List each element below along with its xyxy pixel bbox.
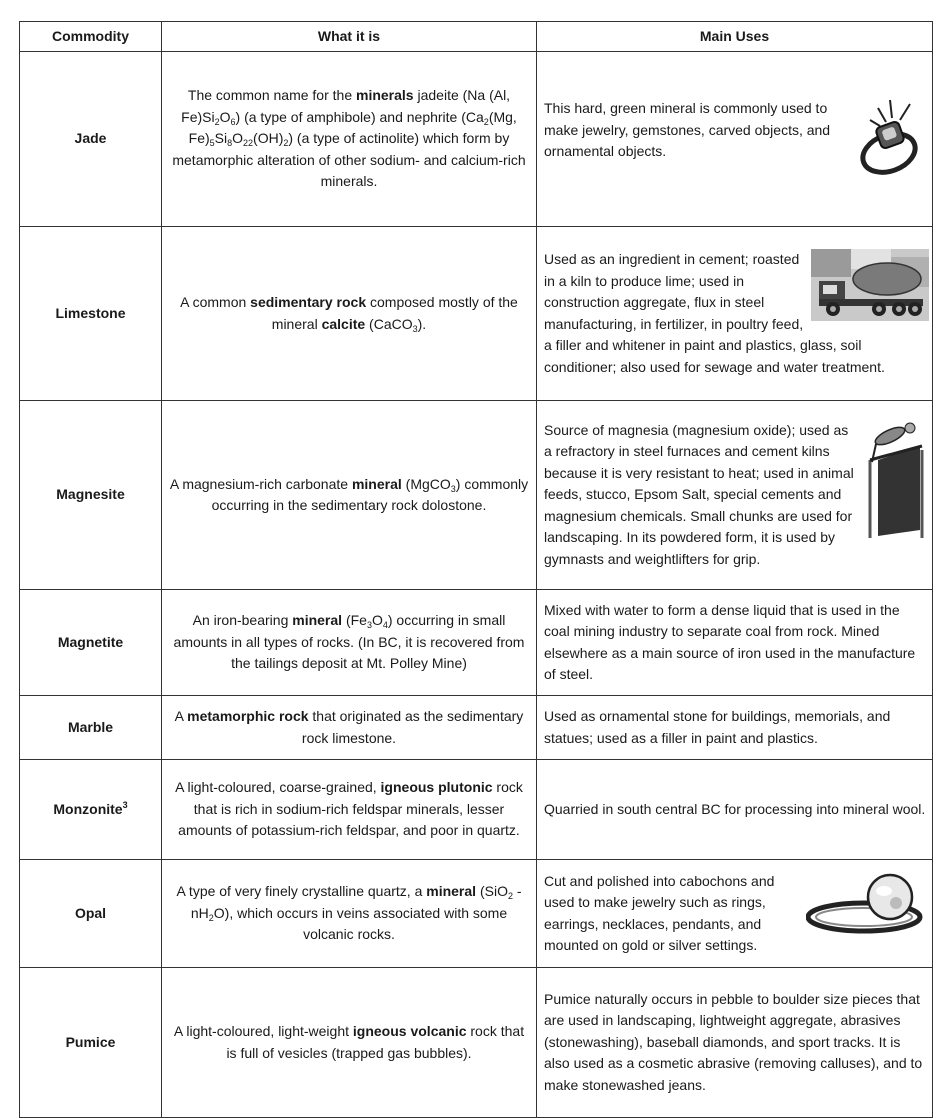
text-run: (Mg, Fe) <box>188 108 517 147</box>
what-it-is-cell <box>162 401 537 590</box>
text-run: ) commonly occurring in the sedimentary rock dolostone. <box>211 475 529 513</box>
main-uses-cell <box>537 401 933 590</box>
commodity-cell <box>20 968 162 1118</box>
commodity-name: Marble <box>67 718 114 735</box>
text-run: The common name for the <box>187 87 356 104</box>
opal-ring-icon <box>806 871 926 943</box>
table-row-jade <box>20 52 933 227</box>
main-uses-cell <box>537 760 933 860</box>
main-uses-cell <box>537 227 933 401</box>
subscript-text: 2 <box>283 138 289 149</box>
commodity-name: Opal <box>74 904 107 921</box>
text-run: composed mostly of the mineral <box>271 294 518 332</box>
bold-term: calcite <box>321 315 366 332</box>
table-row-pumice <box>20 968 933 1118</box>
commodity-table <box>19 21 933 1118</box>
what-it-is-cell <box>162 227 537 401</box>
text-run: A common <box>180 294 251 310</box>
main-uses-text: Mixed with water to form a dense liquid that is used in the coal mining industry to separate coal from rock. Mined elsewhere as a main source of iron used in the manufacture of steel. <box>544 601 916 682</box>
jade-ring-icon <box>856 98 926 178</box>
commodity-cell <box>20 227 162 401</box>
table-row-magnetite <box>20 590 933 696</box>
subscript-text: 4 <box>382 620 388 631</box>
table-row-monzonite <box>20 760 933 860</box>
main-uses-cell <box>537 696 933 760</box>
text-run: (MgCO <box>401 475 451 492</box>
bold-term: igneous volcanic <box>352 1023 467 1039</box>
text-run: ) occurring in small amounts in all types of rocks. (In BC, it is recovered from the tailings deposit at Mt. Polley Mine) <box>173 612 525 672</box>
what-it-is-cell <box>162 696 537 760</box>
text-run: (SiO <box>476 883 508 900</box>
text-run: ). <box>417 315 427 332</box>
text-run: A light-coloured, coarse-grained, <box>175 779 381 796</box>
table-row-magnesite <box>20 401 933 590</box>
bold-term: sedimentary rock <box>250 294 367 310</box>
commodity-name: Monzonite <box>53 800 123 817</box>
main-uses-text: Used as ornamental stone for buildings, memorials, and statues; used as a filler in paint and plastics. <box>544 708 891 746</box>
subscript-text: 6 <box>230 116 236 127</box>
main-uses-text: Quarried in south central BC for processing into mineral wool. <box>544 800 926 817</box>
text-run: O), which occurs in veins associated with some volcanic rocks. <box>213 904 508 943</box>
what-it-is-cell <box>162 968 537 1118</box>
text-run: ) (a type of amphibole) and nephrite (Ca <box>235 108 484 125</box>
text-run: A <box>174 708 188 724</box>
bold-term: mineral <box>351 475 402 492</box>
commodity-name: Limestone <box>55 304 126 321</box>
commodity-name: Magnesite <box>56 486 125 503</box>
subscript-text: 3 <box>412 323 418 334</box>
header-what-it-is: What it is <box>162 22 537 52</box>
commodity-name: Pumice <box>65 1033 116 1050</box>
subscript-text: 8 <box>227 138 233 149</box>
text-run: O <box>371 612 383 629</box>
text-run: A light-coloured, light-weight <box>173 1023 353 1039</box>
what-it-is-cell <box>162 860 537 968</box>
footnote-marker: 3 <box>122 799 128 810</box>
table-row-limestone <box>20 227 933 401</box>
subscript-text: 2 <box>208 912 214 923</box>
what-it-is-cell <box>162 760 537 860</box>
text-run: jadeite (Na (Al, Fe)Si <box>181 87 511 125</box>
subscript-text: 2 <box>507 891 513 902</box>
table-row-marble <box>20 696 933 760</box>
subscript-text: 2 <box>214 116 220 127</box>
text-run: An iron-bearing <box>192 612 293 629</box>
commodity-cell <box>20 52 162 227</box>
text-run: - nH <box>190 883 522 921</box>
main-uses-text: Used as an ingredient in cement; roasted in a kiln to produce lime; used in construction aggregate, flux in steel manufacturing, in fertilizer, in poultry feed, a filler and whitener in paint and plastics, glass, soil conditioner; also used for sewage and water treatment. <box>544 251 885 375</box>
main-uses-text: Cut and polished into cabochons and used to make jewelry such as rings, earrings, necklaces, pendants, and mounted on gold or silver settings. <box>544 872 775 953</box>
text-run: A magnesium-rich carbonate <box>169 475 352 492</box>
header-row <box>20 22 933 52</box>
header-commodity: Commodity <box>20 22 162 52</box>
commodity-cell <box>20 696 162 760</box>
commodity-cell <box>20 860 162 968</box>
text-run: (OH) <box>253 130 284 147</box>
bold-term: mineral <box>292 612 343 629</box>
main-uses-text: Source of magnesia (magnesium oxide); used as a refractory in steel furnaces and cement kilns because it is very resistant to heat; used in animal feeds, stucco, Epsom Salt, special cements and magnesium chemicals. Small chunks are used for landscaping. In its powdered form, it is used by gymnasts and weightlifters for grip. <box>544 421 854 567</box>
header-main-uses: Main Uses <box>537 22 933 52</box>
subscript-text: 22 <box>243 138 254 149</box>
main-uses-text: Pumice naturally occurs in pebble to boulder size pieces that are used in landscaping, lightweight aggregate, abrasives (stonewashing), baseball diamonds, and sport tracks. It is also used as a cosmetic abrasive (removing calluses), and to make stonewashed jeans. <box>544 990 923 1093</box>
subscript-text: 3 <box>366 620 372 631</box>
what-it-is-cell <box>162 52 537 227</box>
gymnast-icon <box>864 420 926 538</box>
main-uses-cell <box>537 968 933 1118</box>
cement-truck-icon <box>811 249 929 321</box>
subscript-text: 3 <box>450 483 456 494</box>
text-run: (CaCO <box>365 315 413 332</box>
bold-term: metamorphic rock <box>187 708 309 724</box>
text-run: O <box>219 108 231 125</box>
text-run: ) (a type of actinolite) which form by metamorphic alteration of other sodium- and calcium-rich minerals. <box>172 130 526 190</box>
text-run: Si <box>214 130 228 147</box>
subscript-text: 5 <box>209 138 215 149</box>
main-uses-cell <box>537 52 933 227</box>
commodity-cell <box>20 760 162 860</box>
commodity-cell <box>20 590 162 696</box>
subscript-text: 2 <box>483 116 489 127</box>
bold-term: igneous plutonic <box>380 779 493 796</box>
text-run: rock that is full of vesicles (trapped gas bubbles). <box>226 1023 525 1061</box>
bold-term: minerals <box>356 87 414 104</box>
commodity-name: Magnetite <box>57 633 124 650</box>
what-it-is-cell <box>162 590 537 696</box>
text-run: (Fe <box>342 612 367 629</box>
commodity-cell <box>20 401 162 590</box>
bold-term: mineral <box>426 883 477 900</box>
commodity-name: Jade <box>74 130 107 147</box>
main-uses-cell <box>537 860 933 968</box>
main-uses-cell <box>537 590 933 696</box>
text-run: rock that is rich in sodium-rich feldspar minerals, lesser amounts of potassium-rich feldspar, and poor in quartz. <box>178 779 523 839</box>
main-uses-text: This hard, green mineral is commonly used to make jewelry, gemstones, carved objects, and ornamental objects. <box>544 100 831 159</box>
table-row-opal <box>20 860 933 968</box>
text-run: A type of very finely crystalline quartz, a <box>176 883 427 900</box>
text-run: that originated as the sedimentary rock limestone. <box>301 708 524 746</box>
text-run: O <box>232 130 244 147</box>
